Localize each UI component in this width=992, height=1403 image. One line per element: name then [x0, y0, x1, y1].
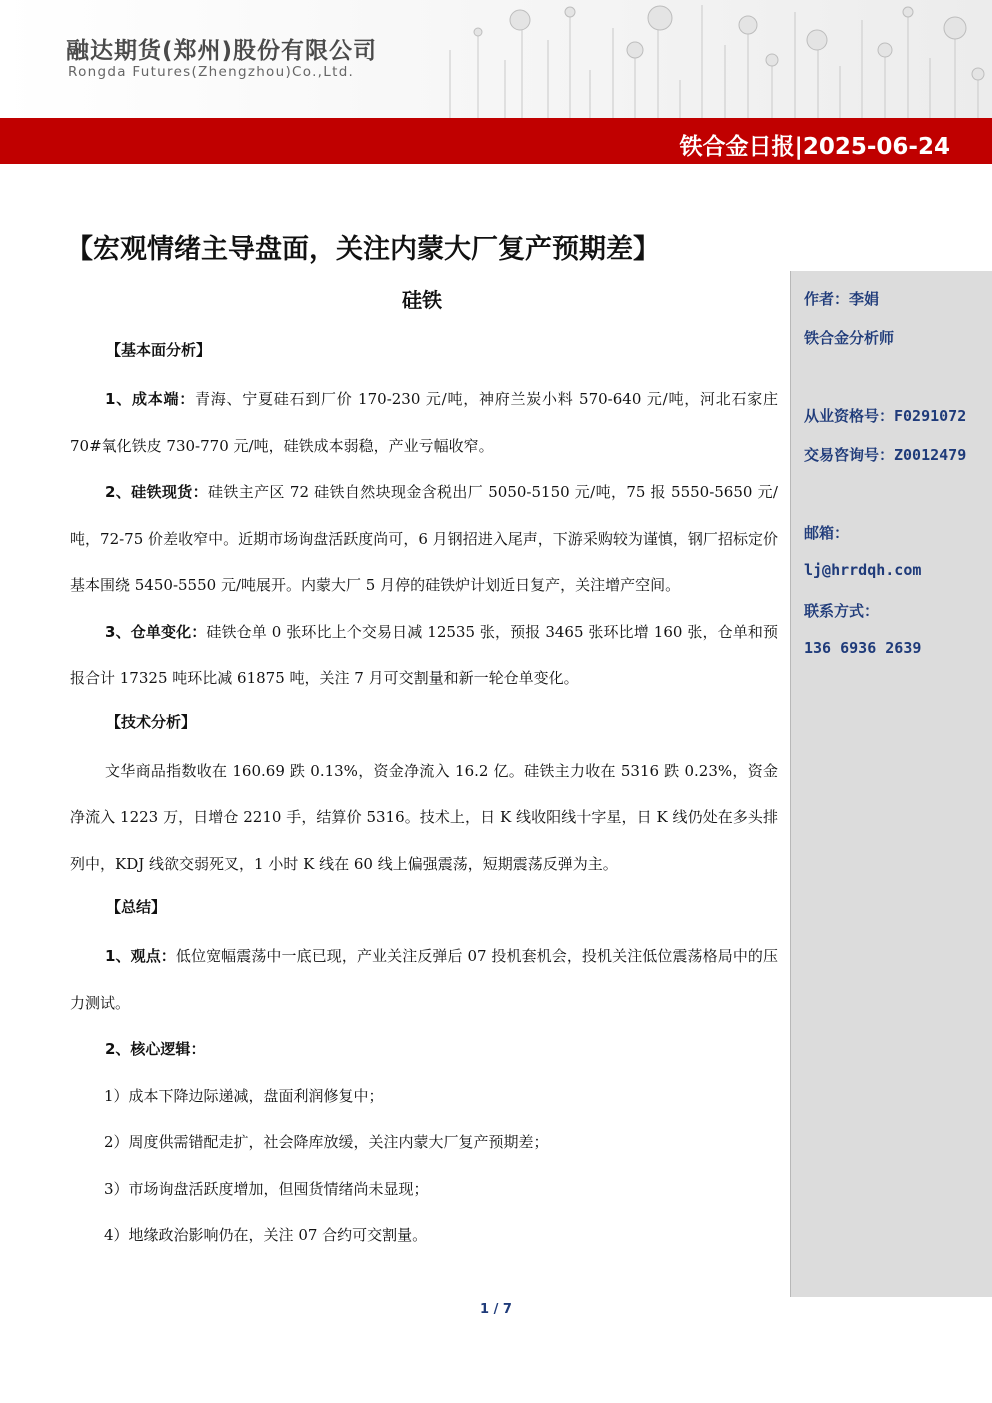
- phone-number: 136 6936 2639: [804, 639, 922, 657]
- paragraph-view: [70, 933, 778, 1026]
- list-item: 2）周度供需错配走扩，社会降库放缓，关注内蒙大厂复产预期差；: [104, 1133, 549, 1151]
- page-header: [0, 0, 992, 118]
- author-sidebar: [790, 271, 992, 1297]
- paragraph-label: 1、观点：: [105, 947, 176, 965]
- paragraph-logic-label: [70, 1026, 778, 1073]
- email-link[interactable]: lj@hrrdqh.com: [804, 561, 922, 579]
- report-title-bar: [0, 118, 992, 164]
- paragraph-text: 硅铁主产区 72 硅铁自然块现金含税出厂 5050-5150 元/吨，75 报 5550-5650 元/吨，72-75 价差收窄中。近期市场询盘活跃度尚可，6 月钢招进入尾声，下游采购较为谨慎，钢厂招标定价基本围绕 5450-5550 元/吨展开。内蒙大厂 5 月停的硅铁炉计划近日复产，关注增产空间。: [70, 483, 778, 594]
- contact-label: 联系方式：: [804, 602, 880, 620]
- paragraph-text: 硅铁仓单 0 张环比上个交易日减 12535 张，预报 3465 张环比增 160 张，仓单和预报合计 17325 吨环比减 61875 吨，关注 7 月可交割量和新一轮仓单变化。: [70, 622, 778, 687]
- paragraph-technical: 文华商品指数收在 160.69 跌 0.13%，资金净流入 16.2 亿。硅铁主力收在 5316 跌 0.23%，资金净流入 1223 万，日增仓 2210 手，结算价 5316。技术上，日 K 线收阳线十字星，日 K 线仍处在多头排列中，KDJ 线欲交弱死叉，1 小时 K 线在 60 线上偏强震荡，短期震荡反弹为主。: [70, 761, 778, 873]
- list-item: 1）成本下降边际递减，盘面利润修复中；: [104, 1086, 384, 1105]
- email-label: 邮箱：: [804, 524, 850, 542]
- paragraph-cost: [70, 376, 778, 469]
- author-role: 铁合金分析师: [804, 329, 895, 347]
- article-body: [70, 330, 778, 1259]
- paragraph-label: 2、硅铁现货：: [105, 483, 208, 501]
- decorative-lines-graphic: [430, 0, 992, 118]
- author-name: 作者：李娟: [804, 290, 880, 308]
- list-item: 4）地缘政治影响仍在，关注 07 合约可交割量。: [104, 1226, 428, 1244]
- report-title: 铁合金日报|2025-06-24: [679, 134, 950, 160]
- consult-number: 交易咨询号：Z0012479: [804, 446, 967, 464]
- paragraph-warehouse: [70, 609, 778, 702]
- article-title: 【宏观情绪主导盘面，关注内蒙大厂复产预期差】: [66, 234, 660, 265]
- paragraph-spot: [70, 469, 778, 609]
- section-heading-summary: 【总结】: [106, 898, 167, 916]
- paragraph-label: 3、仓单变化：: [105, 622, 207, 641]
- article-subtitle: 硅铁: [402, 288, 442, 312]
- company-name-en: Rongda Futures(Zhengzhou)Co.,Ltd.: [68, 64, 355, 80]
- page-number: 1 / 7: [480, 1302, 512, 1317]
- section-heading-technical: 【技术分析】: [106, 712, 197, 731]
- paragraph-label: 2、核心逻辑：: [105, 1040, 206, 1058]
- license-number: 从业资格号：F0291072: [804, 407, 967, 425]
- paragraph-text: 低位宽幅震荡中一底已现，产业关注反弹后 07 投机套机会，投机关注低位震荡格局中的压力测试。: [70, 947, 778, 1012]
- list-item: 3）市场询盘活跃度增加，但囤货情绪尚未显现；: [104, 1179, 429, 1198]
- company-name-cn: 融达期货(郑州)股份有限公司: [66, 38, 378, 64]
- paragraph-label: 1、成本端：: [105, 390, 195, 408]
- paragraph-text: 青海、宁夏硅石到厂价 170-230 元/吨，神府兰炭小料 570-640 元/吨，河北石家庄 70#氧化铁皮 730-770 元/吨，硅铁成本弱稳，产业亏幅收窄。: [70, 390, 778, 455]
- section-heading-fundamental: 【基本面分析】: [106, 341, 212, 359]
